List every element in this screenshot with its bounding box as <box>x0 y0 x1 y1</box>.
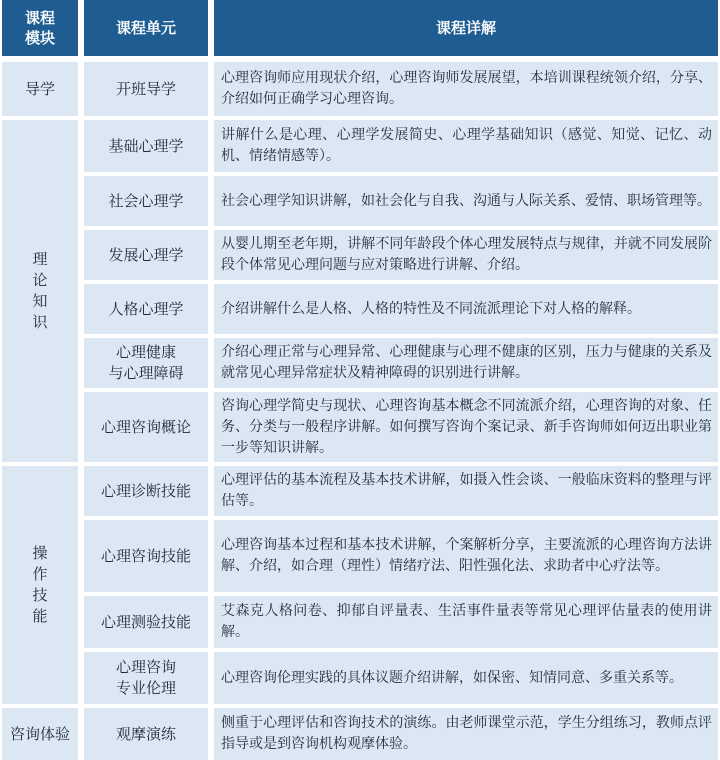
table-row <box>84 466 718 516</box>
table-row <box>84 176 718 226</box>
header-module: 课程模块 <box>2 0 78 56</box>
table-row <box>84 596 718 648</box>
detail-cell: 心理咨询师应用现状介绍，心理咨询师发展展望，本培训课程统领介绍，分享、介绍如何正确学习心理咨询。 <box>214 62 718 116</box>
unit-cell: 观摩演练 <box>84 708 208 760</box>
detail-cell: 心理咨询基本过程和基本技术讲解，个案解析分享，主要流派的心理咨询方法讲解、介绍，如合理（理性）情绪疗法、阳性强化法、求助者中心疗法等。 <box>214 520 718 592</box>
detail-cell: 介绍心理正常与心理异常、心理健康与心理不健康的区别，压力与健康的关系及就常见心理异常症状及精神障碍的识别进行讲解。 <box>214 338 718 388</box>
header-detail: 课程详解 <box>214 0 718 56</box>
table-row <box>84 708 718 760</box>
unit-cell: 开班导学 <box>84 62 208 116</box>
module-cell-skills: 操作技能 <box>2 466 78 704</box>
unit-cell: 心理测验技能 <box>84 596 208 648</box>
header-unit: 课程单元 <box>84 0 208 56</box>
detail-cell: 心理咨询伦理实践的具体议题介绍讲解，如保密、知情同意、多重关系等。 <box>214 652 718 704</box>
unit-cell: 人格心理学 <box>84 284 208 334</box>
table-row <box>84 392 718 462</box>
module-cell-theory: 理论知识 <box>2 120 78 462</box>
unit-cell: 心理咨询概论 <box>84 392 208 462</box>
unit-cell: 心理咨询技能 <box>84 520 208 592</box>
detail-cell: 侧重于心理评估和咨询技术的演练。由老师课堂示范，学生分组练习，教师点评指导或是到咨询机构观摩体验。 <box>214 708 718 760</box>
table-row <box>84 338 718 388</box>
detail-cell: 艾森克人格问卷、抑郁自评量表、生活事件量表等常见心理评估量表的使用讲解。 <box>214 596 718 648</box>
unit-cell: 心理诊断技能 <box>84 466 208 516</box>
table-row <box>84 120 718 172</box>
table-row <box>84 230 718 280</box>
table-row <box>84 62 718 116</box>
table-row <box>84 284 718 334</box>
unit-cell: 发展心理学 <box>84 230 208 280</box>
table-row <box>84 520 718 592</box>
unit-cell: 心理健康 与心理障碍 <box>84 338 208 388</box>
module-cell-intro: 导学 <box>2 62 78 116</box>
detail-cell: 社会心理学知识讲解，如社会化与自我、沟通与人际关系、爱情、职场管理等。 <box>214 176 718 226</box>
unit-cell: 心理咨询 专业伦理 <box>84 652 208 704</box>
module-cell-experience: 咨询体验 <box>2 708 78 760</box>
detail-cell: 讲解什么是心理、心理学发展简史、心理学基础知识（感觉、知觉、记忆、动机、情绪情感等）。 <box>214 120 718 172</box>
detail-cell: 介绍讲解什么是人格、人格的特性及不同流派理论下对人格的解释。 <box>214 284 718 334</box>
table-row <box>84 652 718 704</box>
detail-cell: 咨询心理学简史与现状、心理咨询基本概念不同流派介绍，心理咨询的对象、任务、分类与一般程序讲解。如何撰写咨询个案记录、新手咨询师如何迈出职业第一步等知识讲解。 <box>214 392 718 462</box>
detail-cell: 从婴儿期至老年期，讲解不同年龄段个体心理发展特点与规律，并就不同发展阶段个体常见心理问题与应对策略进行讲解、介绍。 <box>214 230 718 280</box>
detail-cell: 心理评估的基本流程及基本技术讲解，如摄入性会谈、一般临床资料的整理与评估等。 <box>214 466 718 516</box>
unit-cell: 基础心理学 <box>84 120 208 172</box>
unit-cell: 社会心理学 <box>84 176 208 226</box>
